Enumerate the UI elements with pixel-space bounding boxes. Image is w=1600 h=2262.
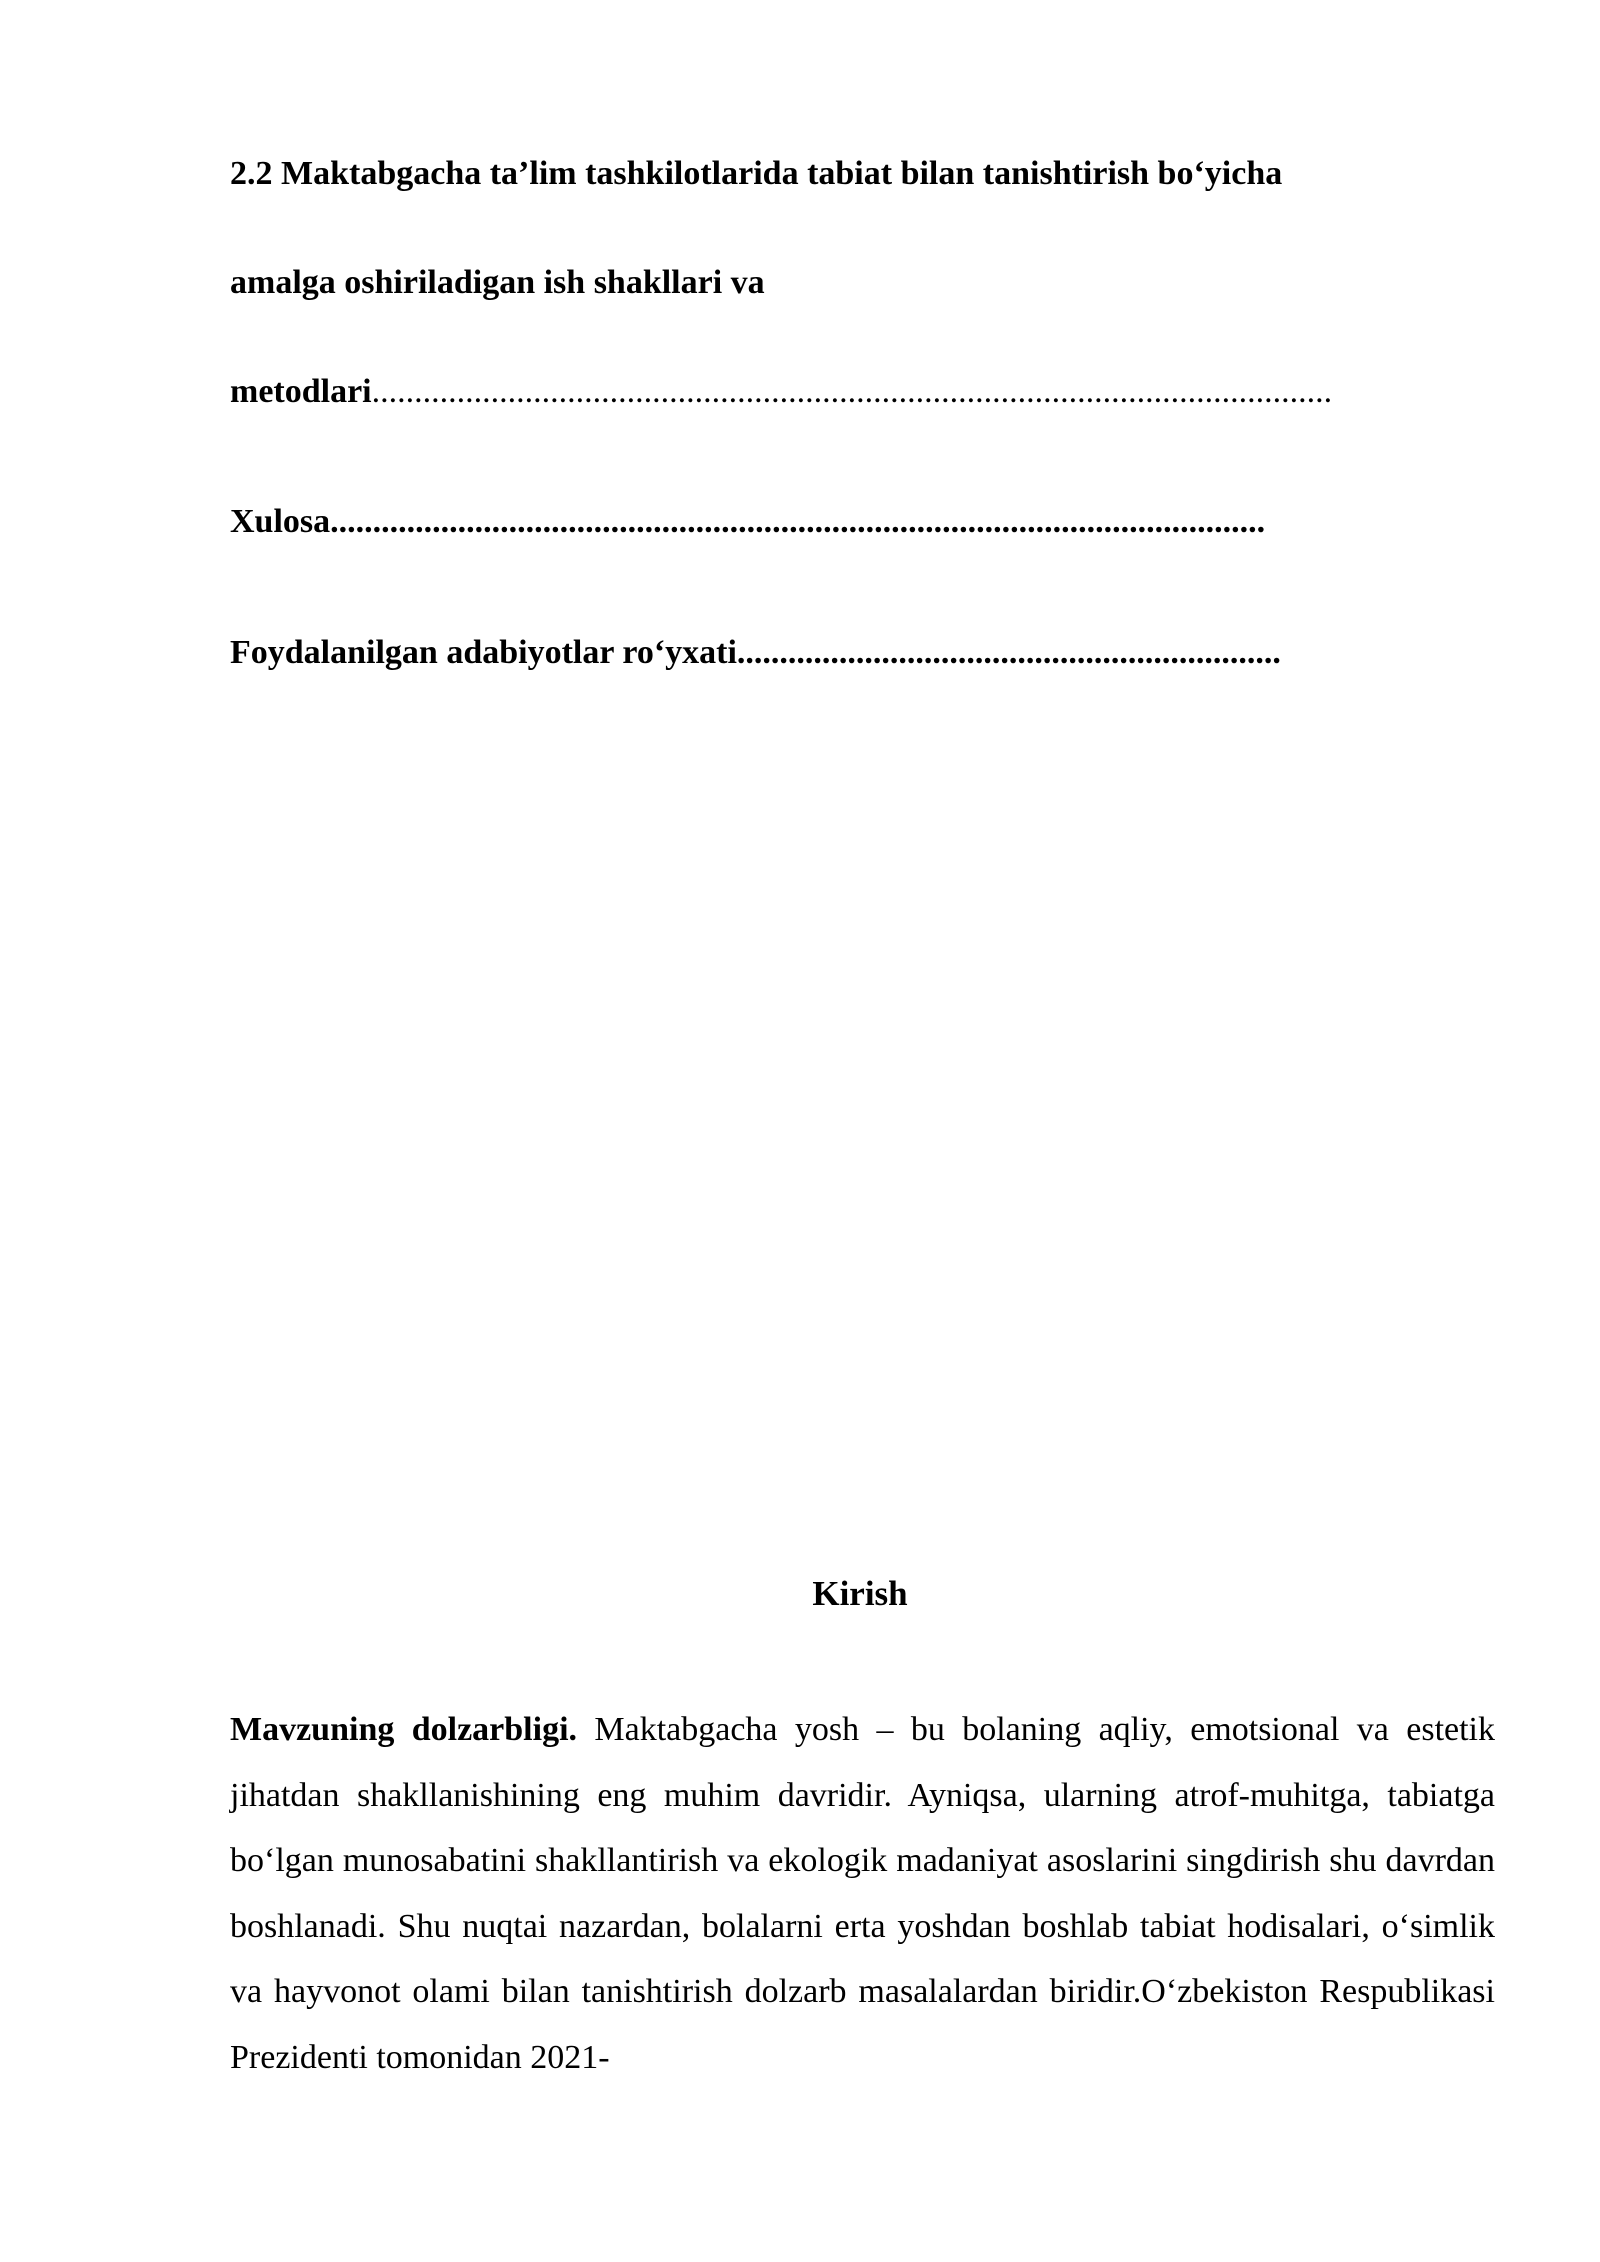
toc-item-2-2-line-2: [230, 261, 1500, 305]
paragraph-text: Maktabgacha yosh – bu bolaning aqliy, emotsional va estetik jihatdan shakllanishining eng muhim davridir. Ayniqsa, ularning atrof-muhitga, tabiatga bo‘lgan munosabatini shakllantirish va ekologik madaniyat asoslarini singdirish shu davrdan boshlanadi. Shu nuqtai nazardan, bolalarni erta yoshdan boshlab tabiat hodisalari, o‘simlik va hayvonot olami bilan tanishtirish dolzarb masalalardan biridir.O‘zbekiston Respublikasi Prezidenti tomonidan 2021-: [230, 1711, 1495, 2076]
toc-item-conclusion: [230, 500, 1500, 544]
toc-conclusion-leader-dots: ..............................................................................................................: [330, 503, 1266, 540]
toc-conclusion-title: Xulosa: [230, 503, 331, 540]
toc-item-2-2-title-part-1: 2.2 Maktabgacha ta’lim tashkilotlarida tabiat bilan tanishtirish bo‘yicha: [230, 155, 1283, 192]
toc-references-leader-dots: ................................................................: [736, 634, 1281, 671]
paragraph-lead: Mavzuning dolzarbligi.: [230, 1711, 578, 1748]
toc-references-title: Foydalanilgan adabiyotlar ro‘yxati: [230, 634, 737, 671]
toc-item-2-2-leader-dots: .................................................................................................................: [371, 373, 1333, 410]
toc-item-references: [230, 631, 1500, 675]
toc-item-2-2-title-part-2: amalga oshiriladigan ish shakllari va: [230, 264, 765, 301]
section-heading: Kirish: [812, 1574, 908, 1613]
toc-item-2-2-line-3: [230, 370, 1500, 414]
toc-item-2-2-title-part-3: metodlari: [230, 373, 372, 410]
intro-paragraph: [230, 1697, 1495, 2090]
toc-item-2-2-line-1: [230, 152, 1500, 196]
